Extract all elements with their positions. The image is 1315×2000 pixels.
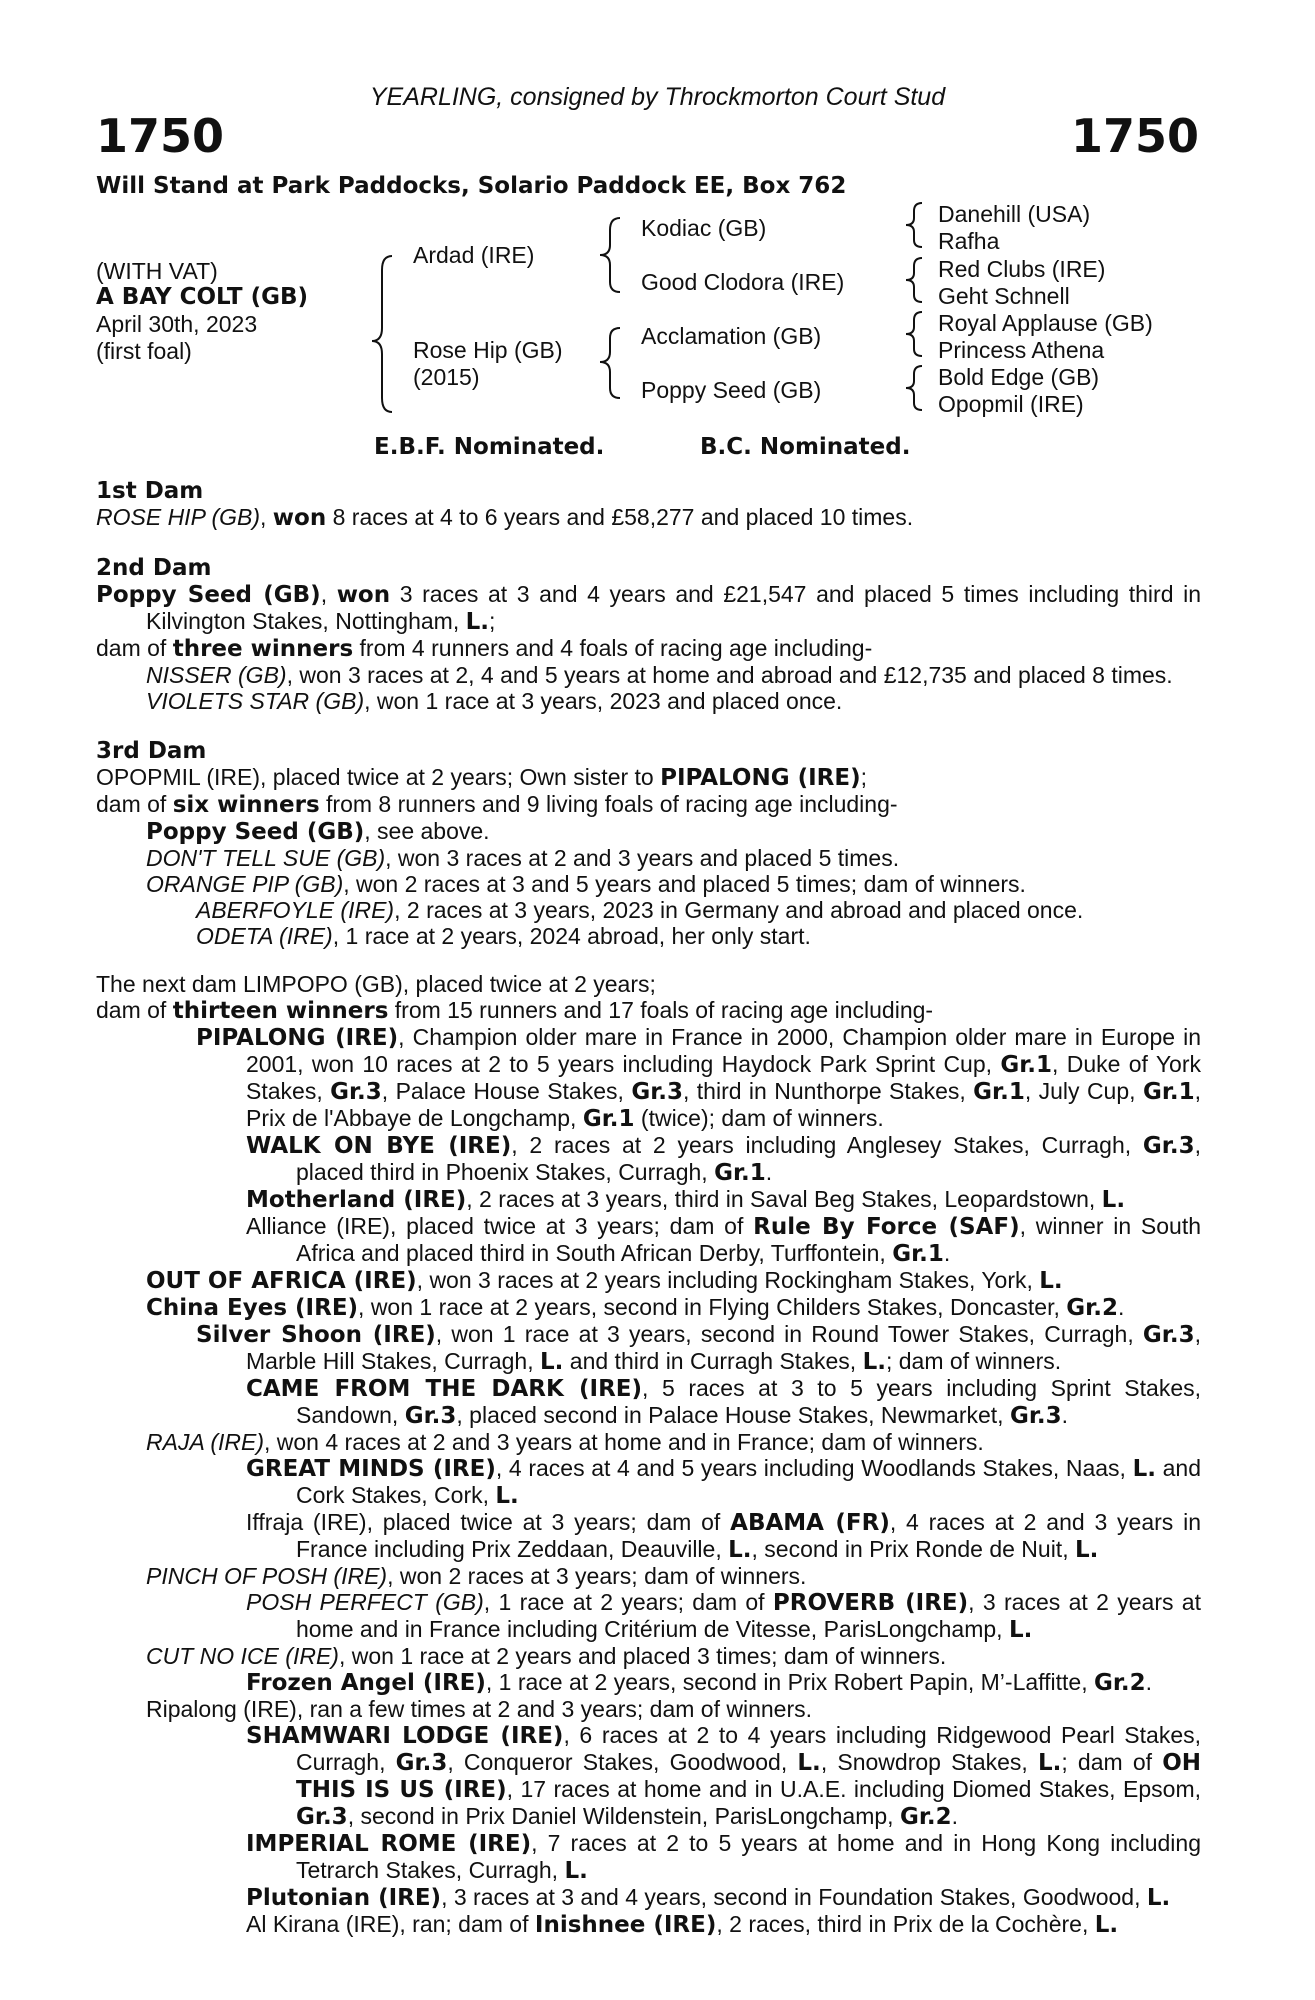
horse-name: A BAY COLT (GB) — [96, 284, 309, 310]
produce-entry: China Eyes (IRE), won 1 race at 2 years, second in Flying Childers Stakes, Doncaster, Gr.2. — [146, 1294, 1125, 1321]
produce-entry: OUT OF AFRICA (IRE), won 3 races at 2 years including Rockingham Stakes, York, L. — [146, 1267, 1063, 1294]
horse-name: OH THIS IS US (IRE) — [296, 1750, 1201, 1803]
foaling-date: April 30th, 2023 — [96, 311, 258, 337]
horse-name: ROSE HIP (GB) — [96, 504, 260, 530]
horse-name: GREAT MINDS (IRE) — [246, 1456, 496, 1482]
horse-name: ABERFOYLE (IRE) — [196, 897, 395, 923]
produce-entry: Iffraja (IRE), placed twice at 3 years; dam of ABAMA (FR), 4 races at 2 and 3 years in France including Prix Zeddaan, Deauville, L., second in Prix Ronde de Nuit, L. — [246, 1509, 1202, 1563]
first-dam-heading: 1st Dam — [96, 478, 204, 504]
pedigree-g3-1: Danehill (USA) — [938, 201, 1091, 227]
next-dam-record: The next dam LIMPOPO (GB), placed twice at 2 years; — [96, 971, 656, 997]
produce-entry: RAJA (IRE), won 4 races at 2 and 3 years at home and in France; dam of winners. — [146, 1429, 984, 1455]
produce-entry: GREAT MINDS (IRE), 4 races at 4 and 5 years including Woodlands Stakes, Naas, L. and Cork Stakes, Cork, L. — [246, 1455, 1201, 1509]
pedigree-sire-sire: Kodiac (GB) — [641, 215, 767, 241]
horse-name: PROVERB (IRE) — [772, 1590, 969, 1616]
horse-name: IMPERIAL ROME (IRE) — [246, 1831, 532, 1857]
pedigree-g3-8: Opopmil (IRE) — [938, 391, 1084, 417]
produce-entry: CAME FROM THE DARK (IRE), 5 races at 3 to 5 years including Sprint Stakes, Sandown, Gr.3, placed second in Palace House Stakes, Newmarket, Gr.3. — [246, 1375, 1202, 1429]
horse-name: Inishnee (IRE) — [534, 1912, 717, 1938]
horse-name: OUT OF AFRICA (IRE) — [146, 1268, 417, 1294]
produce-entry: PINCH OF POSH (IRE), won 2 races at 3 years; dam of winners. — [146, 1563, 807, 1589]
foal-note: (first foal) — [96, 338, 192, 364]
produce-entry: NISSER (GB), won 3 races at 2, 4 and 5 years at home and abroad and £12,735 and placed 8 times. — [146, 662, 1173, 688]
horse-name: Frozen Angel (IRE) — [246, 1670, 486, 1696]
produce-entry: WALK ON BYE (IRE), 2 races at 2 years including Anglesey Stakes, Curragh, Gr.3, placed third in Phoenix Stakes, Curragh, Gr.1. — [246, 1132, 1201, 1186]
horse-name: RAJA (IRE) — [146, 1429, 264, 1455]
produce-entry: IMPERIAL ROME (IRE), 7 races at 2 to 5 years at home and in Hong Kong including Tetrarch Stakes, Curragh, L. — [246, 1830, 1201, 1884]
horse-name: PINCH OF POSH (IRE) — [146, 1563, 388, 1589]
horse-name: China Eyes (IRE) — [146, 1295, 359, 1321]
first-dam-record: ROSE HIP (GB), won 8 races at 4 to 6 years and £58,277 and placed 10 times. — [96, 504, 914, 531]
produce-entry: PIPALONG (IRE), Champion older mare in France in 2000, Champion older mare in Europe in 2001, won 10 races at 2 to 5 years including Haydock Park Sprint Cup, Gr.1, Duke of York Stakes, Gr.3, Palace House Stakes, Gr.3, third in Nunthorpe Stakes, Gr.1, July Cup, Gr.1, Prix de l'Abbaye de Longchamp, Gr.1 (twice); dam of winners. — [196, 1024, 1202, 1132]
horse-name: Motherland (IRE) — [246, 1187, 467, 1213]
horse-name: SHAMWARI LODGE (IRE) — [246, 1723, 564, 1749]
produce-entry: Silver Shoon (IRE), won 1 race at 3 years, second in Round Tower Stakes, Curragh, Gr.3, Marble Hill Stakes, Curragh, L. and third in Curragh Stakes, L.; dam of winners. — [196, 1321, 1201, 1375]
produce-entry: CUT NO ICE (IRE), won 1 race at 2 years and placed 3 times; dam of winners. — [146, 1643, 947, 1669]
produce-entry: Al Kirana (IRE), ran; dam of Inishnee (IRE), 2 races, third in Prix de la Cochère, L. — [246, 1911, 1119, 1938]
third-dam-record: OPOPMIL (IRE), placed twice at 2 years; Own sister to PIPALONG (IRE); — [96, 764, 867, 791]
pedigree-g3-7: Bold Edge (GB) — [938, 364, 1100, 390]
pedigree-dam-year: (2015) — [413, 364, 480, 390]
horse-name: ORANGE PIP (GB) — [146, 871, 344, 897]
stand-location: Will Stand at Park Paddocks, Solario Paddock EE, Box 762 — [96, 173, 847, 199]
produce-entry: VIOLETS STAR (GB), won 1 race at 3 years, 2023 and placed once. — [146, 688, 843, 714]
horse-name: PIPALONG (IRE) — [196, 1025, 399, 1051]
horse-name: Poppy Seed (GB) — [96, 582, 321, 608]
horse-name: Poppy Seed (GB) — [146, 819, 365, 845]
horse-name: ODETA (IRE) — [196, 923, 333, 949]
produce-entry: ODETA (IRE), 1 race at 2 years, 2024 abroad, her only start. — [196, 923, 811, 949]
pedigree-g3-4: Geht Schnell — [938, 283, 1070, 309]
produce-entry: Motherland (IRE), 2 races at 3 years, third in Saval Beg Stakes, Leopardstown, L. — [246, 1186, 1126, 1213]
produce-summary: dam of thirteen winners from 15 runners and 17 foals of racing age including- — [96, 997, 934, 1024]
bc-nomination: B.C. Nominated. — [700, 434, 911, 460]
produce-record — [96, 478, 1201, 1938]
horse-name: POSH PERFECT (GB) — [246, 1589, 484, 1615]
produce-entry: Plutonian (IRE), 3 races at 3 and 4 years, second in Foundation Stakes, Goodwood, L. — [246, 1884, 1171, 1911]
pedigree-dam: Rose Hip (GB) — [413, 337, 563, 363]
pedigree-g3-3: Red Clubs (IRE) — [938, 256, 1106, 282]
produce-entry: POSH PERFECT (GB), 1 race at 2 years; dam of PROVERB (IRE), 3 races at 2 years at home and in France including Critérium de Vitesse, ParisLongchamp, L. — [246, 1589, 1201, 1643]
vat-note: (WITH VAT) — [96, 258, 218, 284]
second-dam-heading: 2nd Dam — [96, 555, 212, 581]
horse-name: VIOLETS STAR (GB) — [146, 688, 365, 714]
produce-entry: ORANGE PIP (GB), won 2 races at 3 and 5 years and placed 5 times; dam of winners. — [146, 871, 1026, 897]
horse-name: NISSER (GB) — [146, 662, 287, 688]
pedigree-sire: Ardad (IRE) — [413, 242, 535, 268]
lot-number-left: 1750 — [96, 109, 225, 163]
produce-entry: ABERFOYLE (IRE), 2 races at 3 years, 2023 in Germany and abroad and placed once. — [196, 897, 1084, 923]
pedigree-g3-6: Princess Athena — [938, 337, 1105, 363]
horse-name: DON'T TELL SUE (GB) — [146, 845, 386, 871]
consignor-line: YEARLING, consigned by Throckmorton Court Stud — [369, 83, 946, 111]
ebf-nomination: E.B.F. Nominated. — [374, 434, 605, 460]
produce-entry: DON'T TELL SUE (GB), won 3 races at 2 and 3 years and placed 5 times. — [146, 845, 900, 871]
horse-name: Silver Shoon (IRE) — [196, 1322, 436, 1348]
horse-name: CUT NO ICE (IRE) — [146, 1643, 339, 1669]
horse-name: Plutonian (IRE) — [246, 1885, 442, 1911]
pedigree-g3-2: Rafha — [938, 228, 1000, 254]
third-dam-heading: 3rd Dam — [96, 738, 207, 764]
horse-name: Rule By Force (SAF) — [753, 1214, 1020, 1240]
produce-entry: Ripalong (IRE), ran a few times at 2 and 3 years; dam of winners. — [146, 1696, 813, 1722]
produce-entry: Alliance (IRE), placed twice at 3 years; dam of Rule By Force (SAF), winner in South Africa and placed third in South African Derby, Turffontein, Gr.1. — [246, 1213, 1201, 1267]
produce-entry: SHAMWARI LODGE (IRE), 6 races at 2 to 4 years including Ridgewood Pearl Stakes, Curragh, Gr.3, Conqueror Stakes, Goodwood, L., Snowdrop Stakes, L.; dam of OH THIS IS US (IRE), 17 races at home and in U.A.E. including Diomed Stakes, Epsom, Gr.3, second in Prix Daniel Wildenstein, ParisLongchamp, Gr.2. — [246, 1722, 1201, 1830]
produce-entry: Poppy Seed (GB), see above. — [146, 818, 490, 845]
pedigree-dam-sire: Acclamation (GB) — [641, 323, 822, 349]
pedigree-sire-dam: Good Clodora (IRE) — [641, 269, 845, 295]
horse-name: CAME FROM THE DARK (IRE) — [246, 1376, 643, 1402]
lot-number-right: 1750 — [1070, 109, 1199, 163]
horse-name: ABAMA (FR) — [730, 1510, 890, 1536]
pedigree-dam-dam: Poppy Seed (GB) — [641, 377, 822, 403]
produce-entry: Frozen Angel (IRE), 1 race at 2 years, second in Prix Robert Papin, M’-Laffitte, Gr.2. — [246, 1669, 1153, 1696]
second-dam-record: Poppy Seed (GB), won 3 races at 3 and 4 years and £21,547 and placed 5 times including third in Kilvington Stakes, Nottingham, L.; — [96, 581, 1202, 635]
produce-summary: dam of three winners from 4 runners and 4 foals of racing age including- — [96, 635, 873, 662]
pedigree-g3-5: Royal Applause (GB) — [938, 310, 1153, 336]
produce-summary: dam of six winners from 8 runners and 9 living foals of racing age including- — [96, 791, 898, 818]
horse-name: WALK ON BYE (IRE) — [246, 1133, 512, 1159]
